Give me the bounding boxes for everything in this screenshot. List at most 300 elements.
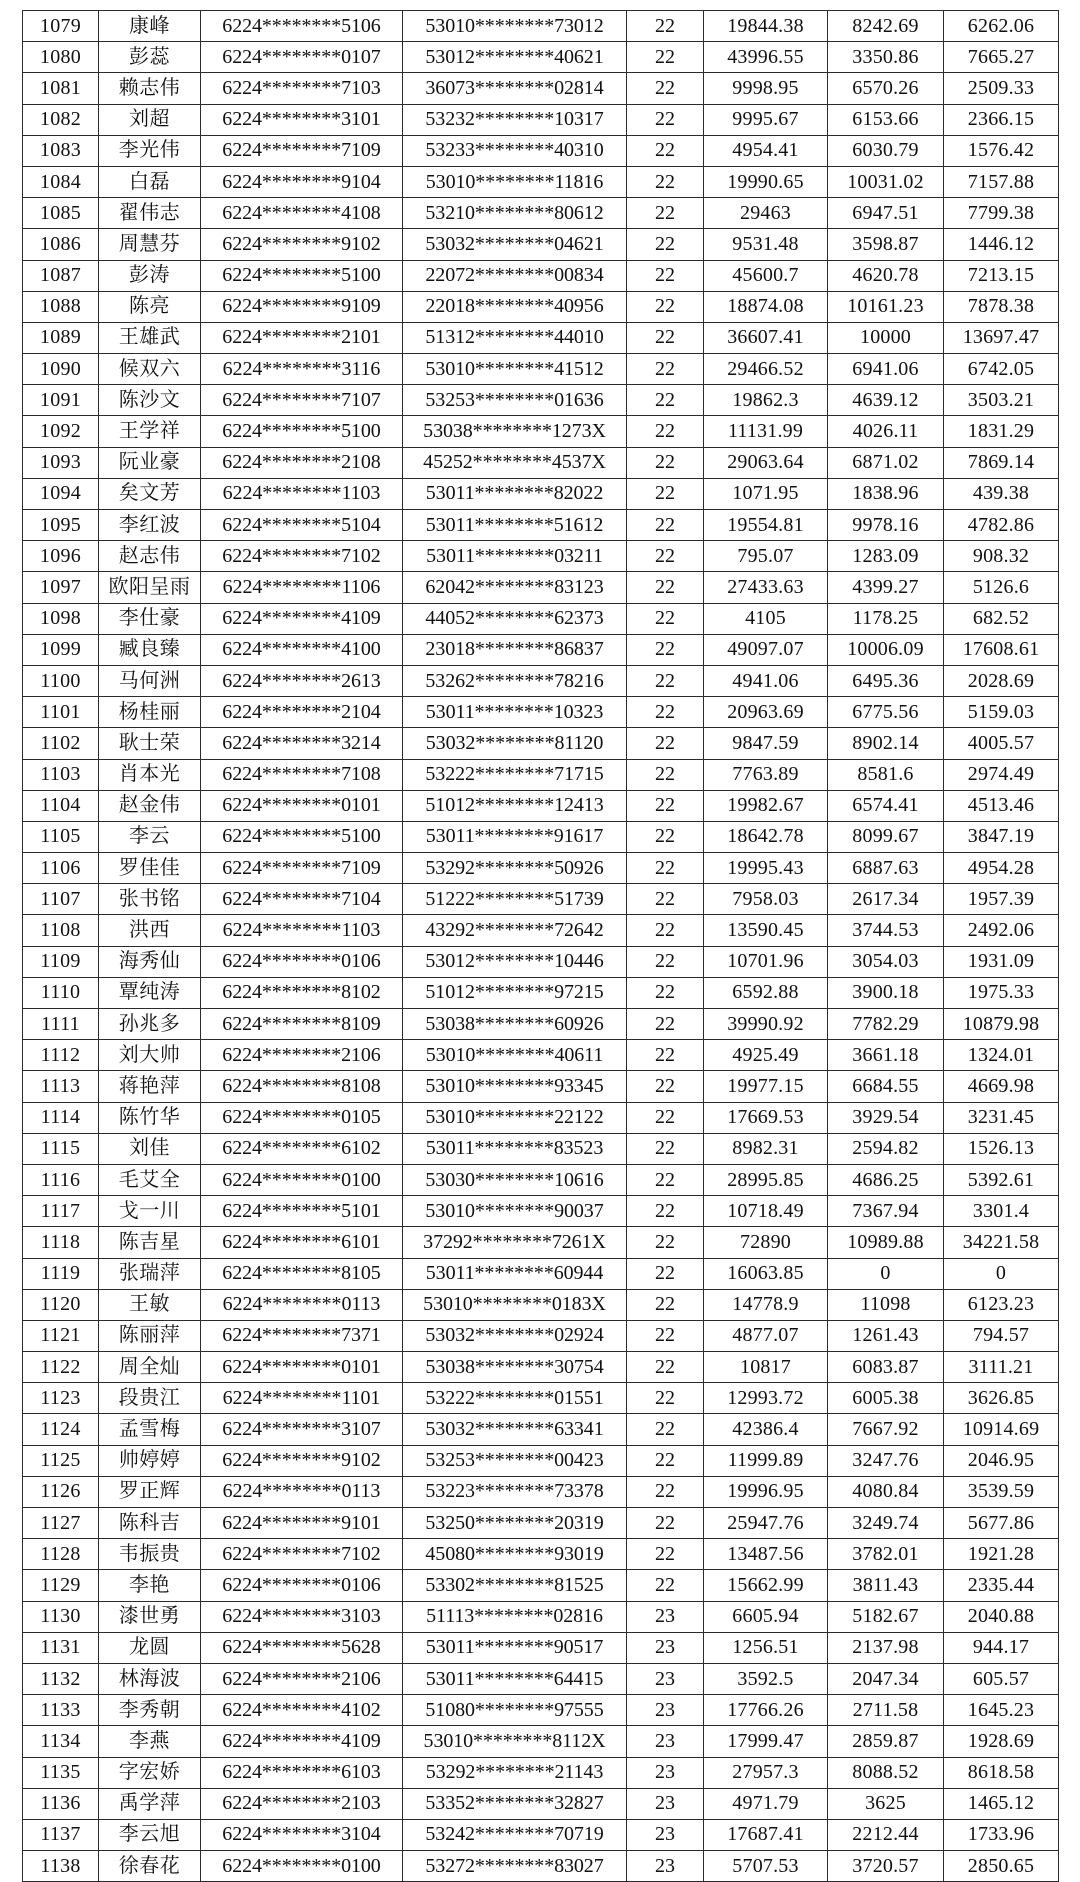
row-code: 22	[627, 821, 704, 852]
row-name: 马何洲	[99, 665, 201, 696]
row-name: 赵金伟	[99, 790, 201, 821]
table-row	[23, 603, 1059, 634]
row-seq: 1123	[23, 1383, 99, 1414]
row-amount-2: 0	[828, 1258, 944, 1289]
row-amount-1: 19844.38	[704, 11, 828, 42]
row-name: 蒋艳萍	[99, 1071, 201, 1102]
row-card-number: 6224********7108	[201, 759, 403, 790]
row-card-number: 6224********2101	[201, 322, 403, 353]
table-row	[23, 1383, 1059, 1414]
row-amount-2: 4080.84	[828, 1476, 944, 1507]
row-card-number: 6224********6103	[201, 1757, 403, 1788]
row-name: 王雄武	[99, 322, 201, 353]
row-code: 22	[627, 1476, 704, 1507]
row-name: 李红波	[99, 510, 201, 541]
row-amount-3: 1645.23	[944, 1695, 1059, 1726]
row-seq: 1082	[23, 104, 99, 135]
row-amount-3: 2974.49	[944, 759, 1059, 790]
row-amount-2: 3625	[828, 1788, 944, 1819]
row-amount-3: 0	[944, 1258, 1059, 1289]
row-amount-3: 17608.61	[944, 634, 1059, 665]
row-amount-2: 1178.25	[828, 603, 944, 634]
row-amount-3: 8618.58	[944, 1757, 1059, 1788]
row-name: 周全灿	[99, 1352, 201, 1383]
row-name: 李艳	[99, 1570, 201, 1601]
row-code: 22	[627, 790, 704, 821]
row-name: 刘佳	[99, 1133, 201, 1164]
row-amount-2: 2137.98	[828, 1632, 944, 1663]
row-amount-1: 11999.89	[704, 1445, 828, 1476]
row-card-number: 6224********1103	[201, 478, 403, 509]
row-seq: 1084	[23, 166, 99, 197]
row-card-number: 6224********5100	[201, 416, 403, 447]
row-code: 23	[627, 1632, 704, 1663]
row-seq: 1108	[23, 915, 99, 946]
row-code: 22	[627, 42, 704, 73]
row-id-number: 53010********8112X	[403, 1726, 627, 1757]
row-id-number: 45080********93019	[403, 1539, 627, 1570]
row-id-number: 62042********83123	[403, 572, 627, 603]
row-code: 22	[627, 572, 704, 603]
row-name: 韦振贵	[99, 1539, 201, 1570]
row-amount-2: 2617.34	[828, 884, 944, 915]
table-row	[23, 1819, 1059, 1850]
row-id-number: 53011********83523	[403, 1133, 627, 1164]
row-amount-1: 18642.78	[704, 821, 828, 852]
table-row	[23, 198, 1059, 229]
row-code: 22	[627, 1133, 704, 1164]
row-seq: 1138	[23, 1851, 99, 1882]
row-card-number: 6224********0101	[201, 790, 403, 821]
row-amount-2: 7367.94	[828, 1196, 944, 1227]
row-card-number: 6224********7109	[201, 853, 403, 884]
row-id-number: 51312********44010	[403, 322, 627, 353]
row-name: 覃纯涛	[99, 977, 201, 1008]
row-id-number: 53292********50926	[403, 853, 627, 884]
row-name: 字宏娇	[99, 1757, 201, 1788]
row-amount-1: 19996.95	[704, 1476, 828, 1507]
row-amount-2: 3247.76	[828, 1445, 944, 1476]
row-card-number: 6224********7107	[201, 385, 403, 416]
row-name: 张瑞萍	[99, 1258, 201, 1289]
row-amount-2: 1838.96	[828, 478, 944, 509]
row-card-number: 6224********3116	[201, 354, 403, 385]
row-card-number: 6224********0100	[201, 1164, 403, 1195]
row-name: 杨桂丽	[99, 697, 201, 728]
table-row	[23, 1414, 1059, 1445]
row-card-number: 6224********7102	[201, 1539, 403, 1570]
row-code: 22	[627, 1383, 704, 1414]
row-card-number: 6224********6101	[201, 1227, 403, 1258]
table-row	[23, 1632, 1059, 1663]
table-row	[23, 541, 1059, 572]
row-amount-1: 18874.08	[704, 291, 828, 322]
row-id-number: 53011********64415	[403, 1663, 627, 1694]
row-amount-1: 4925.49	[704, 1040, 828, 1071]
row-name: 徐春花	[99, 1851, 201, 1882]
row-amount-3: 7157.88	[944, 166, 1059, 197]
row-card-number: 6224********5628	[201, 1632, 403, 1663]
row-name: 白磊	[99, 166, 201, 197]
row-name: 戈一川	[99, 1196, 201, 1227]
row-name: 禹学萍	[99, 1788, 201, 1819]
row-amount-1: 10718.49	[704, 1196, 828, 1227]
row-amount-1: 1071.95	[704, 478, 828, 509]
row-seq: 1111	[23, 1009, 99, 1040]
row-seq: 1101	[23, 697, 99, 728]
table-row	[23, 478, 1059, 509]
row-code: 22	[627, 73, 704, 104]
row-name: 李云旭	[99, 1819, 201, 1850]
row-id-number: 53253********01636	[403, 385, 627, 416]
row-code: 22	[627, 166, 704, 197]
row-amount-3: 3231.45	[944, 1102, 1059, 1133]
row-name: 段贵江	[99, 1383, 201, 1414]
row-id-number: 51222********51739	[403, 884, 627, 915]
row-amount-1: 11131.99	[704, 416, 828, 447]
row-id-number: 53011********90517	[403, 1632, 627, 1663]
row-amount-1: 19554.81	[704, 510, 828, 541]
row-amount-2: 6775.56	[828, 697, 944, 728]
table-row	[23, 1788, 1059, 1819]
row-seq: 1130	[23, 1601, 99, 1632]
row-amount-3: 7665.27	[944, 42, 1059, 73]
row-name: 彭蕊	[99, 42, 201, 73]
row-amount-1: 25947.76	[704, 1508, 828, 1539]
row-amount-3: 34221.58	[944, 1227, 1059, 1258]
row-code: 23	[627, 1601, 704, 1632]
row-code: 23	[627, 1819, 704, 1850]
row-id-number: 22072********00834	[403, 260, 627, 291]
row-seq: 1112	[23, 1040, 99, 1071]
table-row	[23, 1133, 1059, 1164]
row-seq: 1105	[23, 821, 99, 852]
row-amount-2: 4639.12	[828, 385, 944, 416]
row-amount-2: 3929.54	[828, 1102, 944, 1133]
row-amount-3: 1928.69	[944, 1726, 1059, 1757]
row-seq: 1095	[23, 510, 99, 541]
row-card-number: 6224********8108	[201, 1071, 403, 1102]
table-row	[23, 697, 1059, 728]
table-row	[23, 759, 1059, 790]
row-seq: 1086	[23, 229, 99, 260]
table-row	[23, 665, 1059, 696]
row-amount-3: 1324.01	[944, 1040, 1059, 1071]
row-id-number: 53010********11816	[403, 166, 627, 197]
row-amount-2: 3598.87	[828, 229, 944, 260]
row-code: 22	[627, 1258, 704, 1289]
row-amount-3: 6742.05	[944, 354, 1059, 385]
row-amount-1: 7763.89	[704, 759, 828, 790]
row-amount-3: 2028.69	[944, 665, 1059, 696]
row-id-number: 53010********73012	[403, 11, 627, 42]
row-seq: 1114	[23, 1102, 99, 1133]
row-name: 林海波	[99, 1663, 201, 1694]
row-code: 22	[627, 1352, 704, 1383]
row-seq: 1116	[23, 1164, 99, 1195]
row-amount-1: 49097.07	[704, 634, 828, 665]
row-seq: 1133	[23, 1695, 99, 1726]
row-card-number: 6224********0106	[201, 1570, 403, 1601]
table-row	[23, 1695, 1059, 1726]
row-amount-3: 5126.6	[944, 572, 1059, 603]
row-card-number: 6224********2613	[201, 665, 403, 696]
row-amount-1: 8982.31	[704, 1133, 828, 1164]
table-row	[23, 634, 1059, 665]
row-seq: 1119	[23, 1258, 99, 1289]
row-amount-2: 4686.25	[828, 1164, 944, 1195]
row-amount-2: 7667.92	[828, 1414, 944, 1445]
row-card-number: 6224********7102	[201, 541, 403, 572]
row-card-number: 6224********2104	[201, 697, 403, 728]
row-seq: 1135	[23, 1757, 99, 1788]
row-amount-2: 8242.69	[828, 11, 944, 42]
row-amount-3: 1465.12	[944, 1788, 1059, 1819]
row-seq: 1099	[23, 634, 99, 665]
row-name: 罗正辉	[99, 1476, 201, 1507]
row-id-number: 51012********97215	[403, 977, 627, 1008]
row-amount-2: 10006.09	[828, 634, 944, 665]
table-row	[23, 1227, 1059, 1258]
row-amount-3: 3301.4	[944, 1196, 1059, 1227]
table-row	[23, 1445, 1059, 1476]
row-amount-2: 6947.51	[828, 198, 944, 229]
table-row	[23, 1320, 1059, 1351]
row-card-number: 6224********7104	[201, 884, 403, 915]
row-card-number: 6224********4109	[201, 603, 403, 634]
table-row	[23, 322, 1059, 353]
row-amount-1: 4954.41	[704, 135, 828, 166]
row-card-number: 6224********4102	[201, 1695, 403, 1726]
row-id-number: 43292********72642	[403, 915, 627, 946]
row-id-number: 53010********93345	[403, 1071, 627, 1102]
row-seq: 1106	[23, 853, 99, 884]
row-seq: 1127	[23, 1508, 99, 1539]
row-id-number: 53010********0183X	[403, 1289, 627, 1320]
row-id-number: 53272********83027	[403, 1851, 627, 1882]
row-id-number: 53302********81525	[403, 1570, 627, 1601]
row-seq: 1079	[23, 11, 99, 42]
row-amount-2: 4026.11	[828, 416, 944, 447]
row-card-number: 6224********8102	[201, 977, 403, 1008]
table-row	[23, 510, 1059, 541]
row-name: 李燕	[99, 1726, 201, 1757]
row-card-number: 6224********3104	[201, 1819, 403, 1850]
row-amount-3: 10879.98	[944, 1009, 1059, 1040]
row-amount-2: 6005.38	[828, 1383, 944, 1414]
row-seq: 1136	[23, 1788, 99, 1819]
row-amount-2: 2711.58	[828, 1695, 944, 1726]
row-id-number: 45252********4537X	[403, 447, 627, 478]
row-amount-3: 7878.38	[944, 291, 1059, 322]
row-amount-3: 7799.38	[944, 198, 1059, 229]
table-row	[23, 1196, 1059, 1227]
row-code: 22	[627, 1539, 704, 1570]
row-code: 22	[627, 1508, 704, 1539]
row-id-number: 53210********80612	[403, 198, 627, 229]
row-amount-3: 3539.59	[944, 1476, 1059, 1507]
row-code: 22	[627, 1320, 704, 1351]
row-name: 李云	[99, 821, 201, 852]
row-id-number: 53250********20319	[403, 1508, 627, 1539]
row-code: 22	[627, 603, 704, 634]
row-id-number: 53011********10323	[403, 697, 627, 728]
table-row	[23, 1289, 1059, 1320]
row-card-number: 6224********7371	[201, 1320, 403, 1351]
row-amount-3: 3847.19	[944, 821, 1059, 852]
row-amount-2: 6570.26	[828, 73, 944, 104]
row-code: 22	[627, 104, 704, 135]
row-card-number: 6224********1101	[201, 1383, 403, 1414]
row-name: 陈吉星	[99, 1227, 201, 1258]
table-row	[23, 447, 1059, 478]
row-amount-1: 39990.92	[704, 1009, 828, 1040]
row-seq: 1096	[23, 541, 99, 572]
table-row	[23, 1102, 1059, 1133]
row-card-number: 6224********7109	[201, 135, 403, 166]
row-amount-1: 6592.88	[704, 977, 828, 1008]
row-amount-1: 28995.85	[704, 1164, 828, 1195]
row-amount-3: 2335.44	[944, 1570, 1059, 1601]
row-card-number: 6224********3107	[201, 1414, 403, 1445]
row-id-number: 51113********02816	[403, 1601, 627, 1632]
row-code: 22	[627, 260, 704, 291]
row-name: 赖志伟	[99, 73, 201, 104]
row-code: 22	[627, 541, 704, 572]
row-amount-3: 682.52	[944, 603, 1059, 634]
row-seq: 1128	[23, 1539, 99, 1570]
row-seq: 1087	[23, 260, 99, 291]
row-seq: 1104	[23, 790, 99, 821]
row-amount-1: 4877.07	[704, 1320, 828, 1351]
row-amount-1: 19990.65	[704, 166, 828, 197]
row-amount-1: 27957.3	[704, 1757, 828, 1788]
row-card-number: 6224********5100	[201, 260, 403, 291]
row-code: 22	[627, 1102, 704, 1133]
row-card-number: 6224********2106	[201, 1040, 403, 1071]
row-amount-3: 4005.57	[944, 728, 1059, 759]
row-amount-3: 5392.61	[944, 1164, 1059, 1195]
row-amount-2: 11098	[828, 1289, 944, 1320]
row-code: 22	[627, 198, 704, 229]
row-id-number: 53352********32827	[403, 1788, 627, 1819]
row-amount-2: 8902.14	[828, 728, 944, 759]
row-card-number: 6224********0113	[201, 1476, 403, 1507]
row-amount-3: 2509.33	[944, 73, 1059, 104]
row-seq: 1132	[23, 1663, 99, 1694]
row-amount-1: 45600.7	[704, 260, 828, 291]
row-amount-2: 5182.67	[828, 1601, 944, 1632]
row-card-number: 6224********0106	[201, 946, 403, 977]
row-seq: 1110	[23, 977, 99, 1008]
row-id-number: 53011********60944	[403, 1258, 627, 1289]
row-seq: 1090	[23, 354, 99, 385]
row-seq: 1098	[23, 603, 99, 634]
row-amount-1: 29063.64	[704, 447, 828, 478]
row-id-number: 53010********41512	[403, 354, 627, 385]
row-amount-1: 29466.52	[704, 354, 828, 385]
row-amount-3: 10914.69	[944, 1414, 1059, 1445]
row-amount-1: 42386.4	[704, 1414, 828, 1445]
row-code: 22	[627, 1196, 704, 1227]
row-seq: 1097	[23, 572, 99, 603]
row-code: 22	[627, 291, 704, 322]
row-name: 龙圆	[99, 1632, 201, 1663]
row-amount-3: 2850.65	[944, 1851, 1059, 1882]
row-amount-1: 7958.03	[704, 884, 828, 915]
row-seq: 1121	[23, 1320, 99, 1351]
row-amount-3: 1831.29	[944, 416, 1059, 447]
row-amount-3: 13697.47	[944, 322, 1059, 353]
row-code: 22	[627, 1009, 704, 1040]
row-code: 22	[627, 385, 704, 416]
row-id-number: 53223********73378	[403, 1476, 627, 1507]
row-seq: 1107	[23, 884, 99, 915]
table-row	[23, 1539, 1059, 1570]
row-id-number: 37292********7261X	[403, 1227, 627, 1258]
row-code: 22	[627, 977, 704, 1008]
row-amount-3: 944.17	[944, 1632, 1059, 1663]
row-card-number: 6224********0113	[201, 1289, 403, 1320]
row-code: 22	[627, 1414, 704, 1445]
row-seq: 1129	[23, 1570, 99, 1601]
row-amount-1: 17687.41	[704, 1819, 828, 1850]
row-amount-2: 6941.06	[828, 354, 944, 385]
row-card-number: 6224********0101	[201, 1352, 403, 1383]
row-amount-1: 72890	[704, 1227, 828, 1258]
row-amount-1: 4941.06	[704, 665, 828, 696]
row-seq: 1092	[23, 416, 99, 447]
row-amount-1: 3592.5	[704, 1663, 828, 1694]
row-id-number: 53032********02924	[403, 1320, 627, 1351]
table-row	[23, 884, 1059, 915]
row-name: 洪西	[99, 915, 201, 946]
row-amount-3: 1957.39	[944, 884, 1059, 915]
row-amount-2: 3744.53	[828, 915, 944, 946]
row-code: 22	[627, 884, 704, 915]
row-name: 李仕豪	[99, 603, 201, 634]
row-id-number: 53032********63341	[403, 1414, 627, 1445]
row-id-number: 53292********21143	[403, 1757, 627, 1788]
row-seq: 1080	[23, 42, 99, 73]
table-row	[23, 291, 1059, 322]
row-card-number: 6224********9102	[201, 1445, 403, 1476]
row-seq: 1103	[23, 759, 99, 790]
row-amount-1: 9531.48	[704, 229, 828, 260]
row-amount-2: 3720.57	[828, 1851, 944, 1882]
row-amount-2: 8581.6	[828, 759, 944, 790]
row-amount-1: 15662.99	[704, 1570, 828, 1601]
row-id-number: 53262********78216	[403, 665, 627, 696]
row-card-number: 6224********3214	[201, 728, 403, 759]
row-seq: 1131	[23, 1632, 99, 1663]
row-card-number: 6224********8105	[201, 1258, 403, 1289]
row-amount-1: 795.07	[704, 541, 828, 572]
row-card-number: 6224********3103	[201, 1601, 403, 1632]
table-row	[23, 135, 1059, 166]
row-id-number: 53030********10616	[403, 1164, 627, 1195]
row-amount-3: 7869.14	[944, 447, 1059, 478]
row-amount-3: 794.57	[944, 1320, 1059, 1351]
row-seq: 1109	[23, 946, 99, 977]
row-amount-2: 6574.41	[828, 790, 944, 821]
table-row	[23, 385, 1059, 416]
row-name: 陈沙文	[99, 385, 201, 416]
row-amount-3: 2040.88	[944, 1601, 1059, 1632]
row-name: 海秀仙	[99, 946, 201, 977]
table-row	[23, 354, 1059, 385]
row-name: 彭涛	[99, 260, 201, 291]
